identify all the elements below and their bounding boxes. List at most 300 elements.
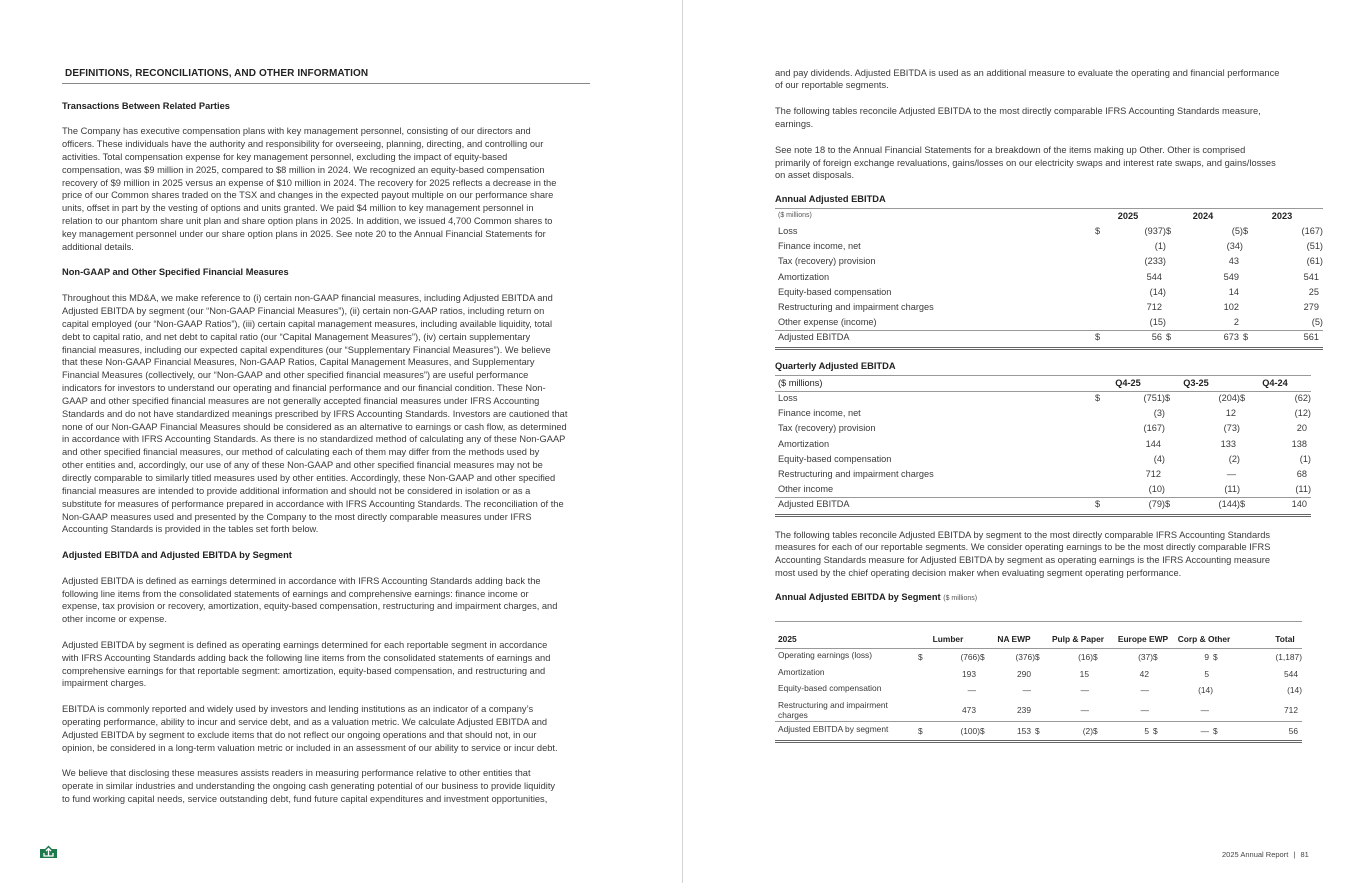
text-line: Non-GAAP and Other Specified Financial Measures (62, 267, 289, 278)
segment-table-title (775, 592, 977, 602)
value: (16) (1078, 652, 1093, 662)
value-cell (980, 723, 1035, 740)
value-cell (1035, 682, 1093, 699)
value-cell (1166, 315, 1243, 330)
value: — (1226, 469, 1236, 479)
value: — (1080, 685, 1089, 695)
column-header: Pulp & Paper (1051, 634, 1105, 644)
value: (14) (1287, 685, 1302, 695)
value-cell (1095, 330, 1166, 345)
table-unit-label: ($ millions) (778, 212, 812, 219)
footer-separator: | (1293, 850, 1296, 859)
value: (37) (1138, 652, 1153, 662)
text-line: We believe that disclosing these measures assists readers in measuring performance relative to other entities that (62, 768, 531, 779)
text-line: Financial Measures (collectively, our “Non-GAAP and other specified financial measures”) are useful performance (62, 370, 529, 381)
quarterly-table-title: Quarterly Adjusted EBITDA (775, 361, 896, 371)
value-cell (1153, 723, 1213, 740)
row-label: Amortization (778, 438, 830, 449)
table-row (775, 239, 1323, 254)
table-header-row (775, 631, 1302, 648)
text-line: Adjusted EBITDA and Adjusted EBITDA by Segment (62, 550, 292, 561)
text-line: earnings. (775, 118, 814, 129)
value-cell (980, 666, 1035, 683)
row-label: Adjusted EBITDA (778, 332, 850, 343)
value: (11) (1224, 484, 1240, 495)
text-line: financial measures, including our expected capital expenditures (our “Supplementary Financial Measures”). We believe (62, 344, 551, 355)
value-cell (1243, 300, 1323, 315)
text-line: relation to our phantom share unit plan and share option plans in 2025. In addition, we issued 4,700 Common shares to (62, 216, 553, 227)
currency-symbol: $ (1165, 499, 1171, 510)
currency-symbol: $ (918, 725, 923, 736)
paragraph (62, 767, 592, 806)
value-cell (1213, 649, 1302, 666)
value-cell (1095, 406, 1165, 421)
text-line: activities. Total compensation expense for key management personnel, excluding the impact of equity-based (62, 151, 508, 162)
text-line: key management personnel under our share option plans in 2025. See note 20 to the Annual Financial Statements for (62, 228, 546, 239)
value-cell (1213, 666, 1302, 683)
value-cell (1240, 391, 1311, 406)
value: — (1080, 704, 1089, 715)
value: 56 (1288, 725, 1298, 736)
table-row (775, 437, 1311, 452)
value: 12 (1225, 408, 1236, 419)
value: (1) (1299, 453, 1311, 464)
text-line: following line items from the consolidated statements of earnings and comprehensive earnings: finance income or (62, 588, 529, 599)
currency-symbol: $ (980, 652, 985, 662)
text-line: operate in similar industries and understanding the ongoing cash generating potential of our business to provide liquidity (62, 781, 556, 792)
currency-symbol: $ (1095, 226, 1101, 236)
value: (233) (1144, 256, 1166, 267)
value: (14) (1149, 286, 1166, 297)
table-header-row (775, 375, 1311, 391)
text-line: capital employed (our “Non-GAAP Ratios”), (iii) certain capital management measures, including available liquidity, total (62, 318, 553, 329)
value-cell (918, 649, 980, 666)
value: (100) (960, 725, 980, 736)
currency-symbol: $ (1166, 226, 1172, 236)
value-cell (1153, 682, 1213, 699)
text-line: GAAP and other specified financial measures are not generally accepted financial measures under IFRS Accounting (62, 395, 540, 406)
value-cell (1166, 224, 1243, 239)
value-cell (1165, 391, 1240, 406)
value: 290 (1017, 668, 1031, 679)
left-column-text (62, 100, 592, 806)
column-header: Q4-25 (1115, 378, 1141, 388)
value-cell (1243, 330, 1323, 345)
value-cell (1166, 270, 1243, 285)
value-cell (1095, 452, 1165, 467)
value: — (1200, 725, 1209, 736)
value-cell (1035, 666, 1093, 683)
value: 43 (1228, 256, 1239, 267)
currency-symbol: $ (1095, 499, 1101, 510)
text-line: measures for each of our reportable segments. We consider operating earnings to be the most directly comparable IFRS (775, 542, 1271, 553)
row-label: Equity-based compensation (778, 453, 892, 464)
value-cell (1035, 723, 1093, 740)
column-header: Q3-25 (1183, 378, 1209, 388)
paragraph (62, 575, 592, 626)
currency-symbol: $ (1213, 725, 1218, 736)
text-line: Adjusted EBITDA by segment is defined as operating earnings determined for each reportable segment in accordance (62, 639, 548, 650)
row-label: Adjusted EBITDA (778, 499, 850, 510)
currency-symbol: $ (1035, 652, 1040, 662)
value-cell (980, 682, 1035, 699)
value-cell (1166, 285, 1243, 300)
value-cell (1095, 482, 1165, 497)
value-cell (1213, 723, 1302, 740)
row-label: Tax (recovery) provision (778, 256, 876, 267)
currency-symbol: $ (1243, 332, 1249, 343)
value: (15) (1149, 317, 1166, 328)
value: 193 (962, 668, 976, 679)
text-line: in accordance with IFRS Accounting Standards. As there is no standardized method of calculating any of these Non-GAAP (62, 434, 566, 445)
value: (1) (1154, 241, 1166, 252)
value: 712 (1146, 302, 1162, 312)
value: (5) (1311, 317, 1323, 328)
value: 2 (1233, 317, 1239, 328)
paragraph (62, 292, 592, 536)
value: 9 (1204, 652, 1209, 662)
value: 279 (1303, 302, 1319, 312)
value-cell (1165, 421, 1240, 436)
value-cell (1095, 467, 1165, 482)
row-label: Restructuring and impairment charges (778, 469, 934, 479)
right-column-text (775, 67, 1325, 183)
value-cell (1240, 421, 1311, 436)
text-line: expense, tax provision or recovery, amortization, equity-based compensation, restructuring and impairment charges, and (62, 601, 558, 612)
currency-symbol: $ (1243, 226, 1249, 236)
value: (144) (1218, 499, 1240, 510)
value-cell (980, 649, 1035, 666)
value: 14 (1228, 286, 1239, 297)
value-cell (1153, 699, 1213, 721)
value: — (1140, 704, 1149, 715)
currency-symbol: $ (918, 652, 923, 662)
currency-symbol: $ (1095, 332, 1101, 343)
value: (12) (1294, 408, 1311, 419)
value: (5) (1231, 226, 1243, 236)
value-cell (1240, 497, 1311, 512)
table-row (775, 467, 1311, 482)
value-cell (1093, 649, 1153, 666)
currency-symbol: $ (1153, 652, 1158, 662)
value: 138 (1291, 438, 1307, 449)
value-cell (1095, 497, 1165, 512)
value-cell (1243, 315, 1323, 330)
column-header: 2023 (1271, 211, 1293, 221)
currency-symbol: $ (1093, 652, 1098, 662)
value-cell (1166, 239, 1243, 254)
text-line: comprehensive earnings for that reportable segment: amortization, equity-based compensation, and restructuring and (62, 665, 546, 676)
column-header: Europe EWP (1117, 634, 1169, 644)
paragraph (62, 125, 592, 253)
segment-table-title-text: Annual Adjusted EBITDA by Segment (775, 592, 941, 602)
text-line: substitute for measures of performance prepared in accordance with IFRS Accounting Standards. The reconciliation of the (62, 498, 564, 509)
value-cell (1240, 467, 1311, 482)
company-logo-icon (40, 845, 57, 858)
table-row (775, 699, 1302, 721)
column-header: Q4-24 (1262, 378, 1288, 388)
value: (766) (960, 652, 980, 662)
value-cell (918, 682, 980, 699)
value: (79) (1148, 499, 1165, 510)
value: 239 (1017, 704, 1031, 715)
value-cell (1243, 285, 1323, 300)
value-cell (1153, 666, 1213, 683)
value-cell (1240, 482, 1311, 497)
value: 712 (1284, 704, 1298, 715)
text-line: operating performance, ability to incur and service debt, and as a valuation metric. We calculate Adjusted EBITDA and (62, 717, 548, 727)
page-footer (1222, 850, 1309, 859)
value: 144 (1145, 438, 1161, 449)
text-line: that these Non-GAAP Financial Measures, Non-GAAP Ratios, Capital Management Measures, and Supplementary (62, 357, 535, 368)
currency-symbol: $ (1095, 393, 1101, 403)
table-row (775, 666, 1302, 683)
value: 673 (1223, 332, 1239, 343)
value: 5 (1204, 668, 1209, 679)
row-label: Tax (recovery) provision (778, 423, 876, 434)
annual-table-title: Annual Adjusted EBITDA (775, 194, 886, 204)
text-line: other entities and, accordingly, our use of any of these Non-GAAP and other specified financial measures may not be (62, 460, 543, 471)
page-spread-divider (682, 0, 683, 883)
value: 561 (1303, 332, 1319, 343)
value: (167) (1143, 423, 1165, 434)
text-line: The Company has executive compensation plans with key management personnel, consisting of our directors and (62, 126, 531, 137)
table-rule (775, 721, 1302, 722)
text-line: Adjusted EBITDA by segment (our “Non-GAAP Financial Measures”), (ii) certain non-GAAP ratios, including return on (62, 306, 545, 316)
text-line: other income or expense. (62, 614, 167, 625)
table-row (775, 270, 1323, 285)
value: 133 (1220, 438, 1236, 449)
currency-symbol: $ (1240, 393, 1246, 403)
table-row (775, 254, 1323, 269)
value-cell (1165, 406, 1240, 421)
value: 25 (1308, 286, 1319, 297)
value-cell (1093, 699, 1153, 721)
text-line: debt to capital ratio, and net debt to capital ratio (our “Capital Management Measures”), (iv) certain supplementary (62, 331, 531, 342)
value: 68 (1296, 469, 1307, 479)
currency-symbol: $ (1093, 725, 1098, 736)
value: (937) (1144, 226, 1166, 236)
value-cell (1095, 239, 1166, 254)
value: — (1140, 685, 1149, 695)
value: (61) (1306, 256, 1323, 267)
paragraph (775, 105, 1325, 131)
text-line: most used by the chief operating decision maker when evaluating segment operating performance. (775, 568, 1182, 579)
value-cell (1213, 682, 1302, 699)
value-cell (1166, 300, 1243, 315)
value-cell (1165, 467, 1240, 482)
text-line: none of our Non-GAAP Financial Measures should be considered as an alternative to earnings or cash flow, as determined (62, 421, 567, 432)
column-header: 2024 (1192, 211, 1214, 221)
table-row (775, 391, 1311, 406)
value: (14) (1198, 685, 1213, 695)
paragraph (775, 67, 1325, 93)
value-cell (1095, 421, 1165, 436)
value: (62) (1294, 393, 1311, 403)
text-line: financial measures are intended to provide additional information and should not be considered in isolation or as a (62, 485, 531, 496)
value-cell (1165, 482, 1240, 497)
column-header: 2025 (1117, 211, 1139, 221)
row-label: Amortization (778, 666, 825, 677)
value: 102 (1223, 302, 1239, 312)
value: (751) (1143, 393, 1165, 403)
text-line: price of our Common shares traded on the TSX and changes in the expected payout multiple on our performance share (62, 190, 554, 201)
table-row (775, 649, 1302, 666)
currency-symbol: $ (980, 725, 985, 736)
table-header-row (775, 208, 1323, 224)
value: (167) (1301, 226, 1323, 236)
value: 712 (1145, 469, 1161, 479)
value-cell (1095, 300, 1166, 315)
text-line: and pay dividends. Adjusted EBITDA is used as an additional measure to evaluate the operating and financial performance (775, 67, 1280, 78)
table-row (775, 723, 1302, 740)
row-label: Adjusted EBITDA by segment (778, 723, 889, 734)
value: 544 (1284, 668, 1298, 679)
table-row (775, 315, 1323, 330)
value: (4) (1153, 453, 1165, 464)
column-header: Total (1275, 634, 1295, 644)
table-rule (775, 347, 1323, 348)
value: 15 (1079, 668, 1089, 679)
table-row (775, 406, 1311, 421)
value: (73) (1223, 423, 1240, 434)
currency-symbol: $ (1213, 652, 1218, 662)
value-cell (918, 699, 980, 721)
text-line: additional details. (62, 241, 134, 252)
value-cell (1240, 437, 1311, 452)
value: 153 (1017, 725, 1031, 736)
table-year-label: 2025 (778, 634, 797, 644)
currency-symbol: $ (1035, 725, 1040, 736)
table-rule (775, 740, 1302, 741)
row-label: Equity-based compensation (778, 683, 882, 693)
value-cell (1035, 649, 1093, 666)
value-cell (1240, 406, 1311, 421)
value: (204) (1218, 393, 1240, 403)
row-label: Other expense (income) (778, 317, 877, 328)
row-label: Amortization (778, 271, 830, 282)
text-line: to fund working capital needs, service outstanding debt, fund future capital expenditures and investment opportunities, (62, 794, 548, 805)
value-cell (1095, 254, 1166, 269)
page-number: 81 (1300, 850, 1309, 859)
text-line: recovery of $9 million in 2025 versus an expense of $10 million in 2024. The recovery for 2025 reflects a decrease in the (62, 177, 557, 188)
value: (2) (1228, 453, 1240, 464)
text-line: directly comparable to similarly titled measures used by other entities. Accordingly, these Non-GAAP and other specified (62, 472, 556, 483)
value: — (1022, 685, 1031, 695)
value-cell (1095, 437, 1165, 452)
text-line: indicators for investors to understand our operating and financial performance and our financial condition. These Non- (62, 383, 546, 394)
row-label: Finance income, net (778, 241, 861, 252)
value: 473 (962, 704, 976, 715)
value-cell (1093, 666, 1153, 683)
value-cell (1165, 497, 1240, 512)
value: 20 (1296, 423, 1307, 434)
value-cell (1095, 315, 1166, 330)
row-label: Restructuring and impairment charges (778, 302, 934, 312)
value-cell (1243, 239, 1323, 254)
currency-symbol: $ (1165, 393, 1171, 403)
value-cell (1243, 254, 1323, 269)
subheading (62, 266, 592, 279)
text-line: compensation, was $9 million in 2025, compared to $8 million in 2024. We recognized an equity-based compensation (62, 164, 545, 175)
value: (10) (1148, 484, 1165, 495)
table-rule (775, 514, 1311, 515)
section-title: DEFINITIONS, RECONCILIATIONS, AND OTHER INFORMATION (65, 68, 369, 79)
value-cell (1213, 699, 1302, 721)
table-row (775, 224, 1323, 239)
text-line: Non-GAAP measures used and presented by the Company to the most directly comparable measures under IFRS (62, 511, 532, 522)
text-line: Transactions Between Related Parties (62, 100, 230, 111)
value: 541 (1303, 271, 1319, 282)
paragraph (775, 144, 1325, 183)
value: (34) (1226, 241, 1243, 252)
value: (376) (1015, 652, 1035, 662)
subheading (62, 549, 592, 562)
value: 42 (1139, 668, 1149, 679)
table-row (775, 682, 1302, 699)
value: (1,187) (1275, 652, 1302, 662)
value-cell (918, 666, 980, 683)
text-line: on asset disposals. (775, 170, 855, 181)
value-cell (1243, 270, 1323, 285)
value-cell (1165, 437, 1240, 452)
text-line: Accounting Standards measure for Adjusted EBITDA by segment as operating earnings is the IFRS Accounting measure (775, 555, 1271, 566)
text-line: EBITDA is commonly reported and widely used by investors and lending institutions as an indicator of a company’s (62, 704, 534, 715)
paragraph (62, 703, 592, 754)
value-cell (1166, 330, 1243, 345)
value: 140 (1291, 499, 1307, 510)
value: (51) (1306, 241, 1323, 252)
text-line: Accounting Standards is provided in the tables set forth below. (62, 524, 319, 535)
text-line: impairment charges. (62, 678, 147, 689)
text-line: The following tables reconcile Adjusted EBITDA by segment to the most directly comparable IFRS Accounting Standards (775, 529, 1271, 540)
column-header: Corp & Other (1177, 634, 1231, 644)
value-cell (1035, 699, 1093, 721)
row-label: Other income (778, 484, 834, 495)
value-cell (1093, 723, 1153, 740)
table-row (775, 482, 1311, 497)
text-line: of our reportable segments. (775, 80, 889, 91)
table-unit-label: ($ millions) (778, 378, 823, 388)
value: — (967, 685, 976, 695)
text-line: Standards and do not have standardized meanings prescribed by IFRS Accounting Standards. Investors are cautioned that (62, 408, 568, 419)
value-cell (980, 699, 1035, 721)
table-row (775, 330, 1323, 345)
text-line: units, offset in part by the vesting of options and units granted. We paid $4 million to key management personnel in (62, 203, 534, 214)
text-line: Adjusted EBITDA is defined as earnings determined in accordance with IFRS Accounting Standards adding back the (62, 575, 541, 586)
value-cell (1166, 254, 1243, 269)
text-line: Throughout this MD&A, we make reference to (i) certain non-GAAP financial measures, including Adjusted EBITDA and (62, 293, 553, 304)
value-cell (1240, 452, 1311, 467)
value-cell (1095, 391, 1165, 406)
section-title-rule (62, 83, 590, 84)
text-line: with IFRS Accounting Standards adding back the following line items from the consolidated statements of earnings and (62, 652, 551, 663)
footer-report-title: 2025 Annual Report (1222, 850, 1289, 859)
value: (2) (1082, 725, 1093, 736)
value: — (1200, 704, 1209, 715)
table-rule (775, 621, 1302, 622)
table-row (775, 452, 1311, 467)
value-cell (1095, 270, 1166, 285)
value-cell (1243, 224, 1323, 239)
text-line: and other specified financial measures, our method of calculating each of them may differ from the methods used by (62, 447, 540, 458)
text-line: Adjusted EBITDA by segment to exclude items that do not reflect our ongoing operations and that should not, in our (62, 729, 537, 740)
text-line: primarily of foreign exchange revaluations, gains/losses on our electricity swaps and interest rate swaps, and gains/losses (775, 157, 1276, 168)
table-row (775, 300, 1323, 315)
row-label: Equity-based compensation (778, 286, 892, 297)
table-row (775, 421, 1311, 436)
value-cell (1165, 452, 1240, 467)
